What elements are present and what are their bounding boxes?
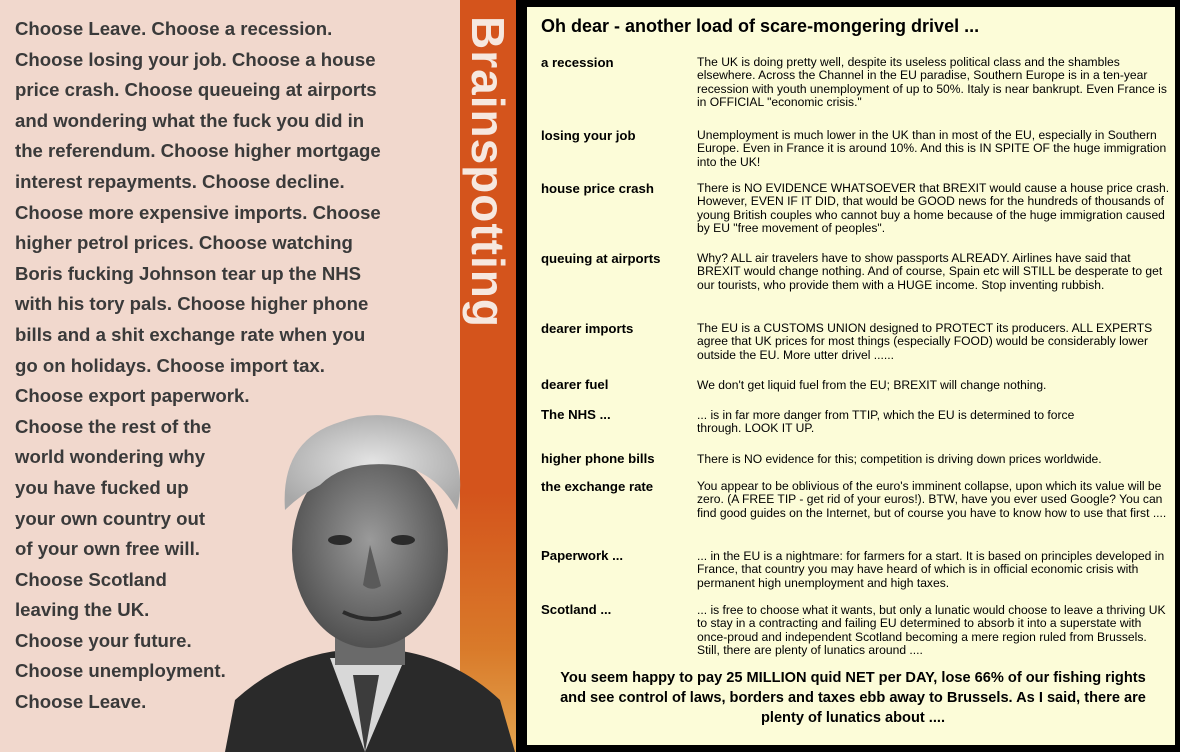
row-label-job: losing your job: [541, 128, 636, 143]
poster-line: you have fucked up: [15, 476, 189, 498]
poster-line: Choose Leave.: [15, 691, 147, 713]
row-label-airports: queuing at airports: [541, 251, 661, 266]
poster-line: Choose the rest of the: [15, 415, 212, 437]
row-label-fuel: dearer fuel: [541, 377, 609, 392]
row-text-exchange-rate: You appear to be oblivious of the euro's imminent collapse, upon which its value will be zero. (A FREE TIP - get rid of your euros!). BTW, have you ever used Google? You can find good guides on the Internet, but of course you have to know how to use that first ....: [697, 479, 1167, 520]
row-text-airports: Why? ALL air travelers have to show passports ALREADY. Airlines have said that BREXIT would change nothing. And of course, Spain etc will STILL be desperate to get our tourists, who provide them with a HUGE income. Stop inventing rubbish.: [697, 251, 1163, 292]
poster-line: Choose Leave. Choose a recession.: [15, 18, 333, 39]
poster-line: Choose more expensive imports. Choose: [15, 201, 381, 223]
row-text-house-price: There is NO EVIDENCE WHATSOEVER that BREXIT would cause a house price crash. However, EVEN IF IT DID, that would be GOOD news for the hundreds of thousands of young British couples who cannot buy a home because of the huge immigration caused by EU "free movement of peoples".: [697, 181, 1170, 236]
poster-line: of your own free will.: [15, 538, 200, 560]
left-poster: [0, 0, 516, 752]
poster-line: Choose Scotland: [15, 568, 167, 590]
row-label-imports: dearer imports: [541, 321, 634, 336]
poster-line: and wondering what the fuck you did in: [15, 109, 365, 131]
row-text-paperwork: ... in the EU is a nightmare: for farmers for a start. It is based on principles developed in France, that country you may have heard of which is in official economic crisis with permanent high unemployment and high taxes.: [697, 549, 1165, 590]
rebuttal-panel: [527, 7, 1175, 745]
poster-line: interest repayments. Choose decline.: [15, 170, 345, 192]
brand-title: Brainspotting: [462, 16, 514, 328]
row-text-fuel: We don't get liquid fuel from the EU; BREXIT will change nothing.: [697, 378, 1047, 392]
poster-line: world wondering why: [15, 446, 206, 468]
poster-line: Choose losing your job. Choose a house: [15, 48, 376, 70]
poster-line: the referendum. Choose higher mortgage: [15, 140, 381, 162]
poster-line: higher petrol prices. Choose watching: [15, 232, 353, 254]
row-label-house-price: house price crash: [541, 181, 654, 196]
row-label-recession: a recession: [541, 55, 614, 70]
portrait-image: [225, 400, 515, 752]
row-text-scotland: ... is free to choose what it wants, but only a lunatic would choose to leave a thriving UK to stay in a contracting and failing EU determined to absorb it into a superstate with once-proud and independent Scotland becoming a mere region ruled from Brussels. Still, there are plenty of lunatics around ....: [697, 603, 1166, 658]
row-text-nhs: ... is in far more danger from TTIP, which the EU is determined to force through. LOOK IT UP.: [697, 408, 1075, 436]
row-label-scotland: Scotland ...: [541, 602, 612, 617]
row-text-phone-bills: There is NO evidence for this; competition is driving down prices worldwide.: [697, 452, 1102, 466]
row-label-paperwork: Paperwork ...: [541, 548, 624, 563]
poster-line: your own country out: [15, 507, 206, 529]
row-label-phone-bills: higher phone bills: [541, 451, 655, 466]
poster-line: Choose unemployment.: [15, 660, 226, 682]
poster-line: with his tory pals. Choose higher phone: [15, 293, 369, 315]
poster-line: go on holidays. Choose import tax.: [15, 354, 325, 376]
row-text-recession: The UK is doing pretty well, despite its useless political class and the shambles elsewhere. Across the Channel in the EU paradise, Southern Europe is in a ten-year recession with youth unemployment of up to 50%. Italy is near bankrupt. Even France is in OFFICIAL "economic crisis.": [697, 55, 1167, 110]
poster-line: Choose your future.: [15, 629, 192, 651]
row-label-exchange-rate: the exchange rate: [541, 479, 654, 494]
row-label-nhs: The NHS ...: [541, 407, 611, 422]
poster-line: Choose export paperwork.: [15, 385, 250, 407]
poster-line: leaving the UK.: [15, 599, 150, 621]
poster-line: price crash. Choose queueing at airports: [15, 79, 377, 101]
row-text-imports: The EU is a CUSTOMS UNION designed to PROTECT its producers. ALL EXPERTS agree that UK prices for most things (especially FOOD) would be considerably lower outside the EU. More utter drivel ......: [697, 321, 1153, 362]
poster-line: Boris fucking Johnson tear up the NHS: [15, 262, 362, 284]
conclusion-text: You seem happy to pay 25 MILLION quid NET per DAY, lose 66% of our fishing rights and see control of laws, borders and taxes ebb away to Brussels. As I said, there are plenty of lunatics about ....: [560, 670, 1146, 726]
rebuttal-title: Oh dear - another load of scare-mongering drivel ...: [541, 16, 980, 36]
row-text-job: Unemployment is much lower in the UK than in most of the EU, especially in Southern Europe. Even in France it is around 10%. And this is IN SPITE OF the huge immigration into the UK!: [697, 128, 1167, 169]
poster-line: bills and a shit exchange rate when you: [15, 323, 366, 345]
